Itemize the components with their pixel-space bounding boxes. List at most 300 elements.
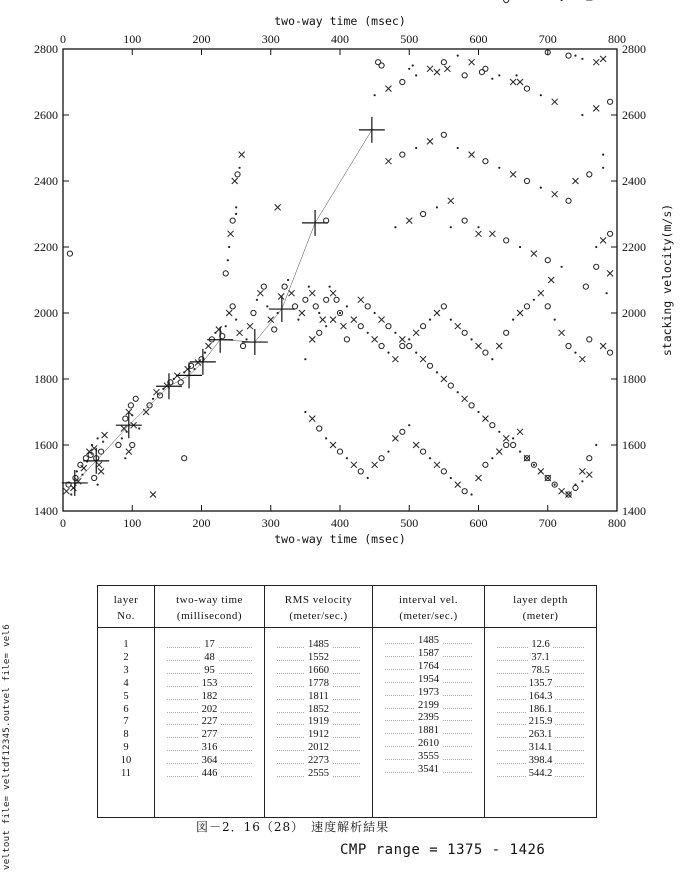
table-cell [155,728,264,741]
x-tick-label-bottom: 700 [538,516,557,530]
scatter-point-cross [330,442,336,448]
right-axis-title: stacking velocity(m/s) [660,203,674,357]
scatter-point-cross [548,277,554,283]
col-layer-no [98,586,154,817]
scatter-point-cross [379,317,385,323]
scatter-point-cross [228,231,234,237]
scatter-point-circle [462,489,467,494]
scatter-point-circle [230,304,235,309]
scatter-point-circle [524,178,529,183]
velocity-picks [62,117,385,496]
x-tick-label-top: 700 [538,32,557,46]
cell-value: 316 [199,742,221,753]
scatter-point-dot [533,464,535,466]
scatter-point-cross [538,290,544,296]
scatter-point-dot [266,305,268,307]
velocity-pick [302,210,328,236]
scatter-point-circle [483,462,488,467]
header-line: layer [113,594,139,606]
scatter-point-dot [512,437,514,439]
scatter-point-dot [450,477,452,479]
cell-value: 153 [199,678,221,689]
scatter-point-cross [98,468,104,474]
table-cell [373,634,484,647]
scatter-point-cross [531,251,537,257]
scatter-point-dot [374,94,376,96]
cell-value: 135.7 [526,678,556,689]
scatter-point-dot [131,414,133,416]
axis-ticks [34,32,646,530]
scatter-point-circle [573,485,578,490]
scatter-point-cross [309,416,315,422]
scatter-point-dot [470,493,472,495]
y-tick-label-left: 1800 [34,372,58,386]
scatter-point-circle [607,350,612,355]
scatter-point-dot [287,279,289,281]
velocity-pick [242,329,268,355]
cell-value: 37.1 [528,652,552,663]
scatter-point-cross [413,330,419,336]
x-tick-label-top: 300 [261,32,280,46]
table-cell [485,651,596,664]
scatter-point-cross [150,492,156,498]
table-cell [98,651,154,664]
velocity-pick [359,117,385,143]
scatter-point-cross [351,462,357,468]
cell-value: 182 [199,691,221,702]
scatter-point-dot [304,411,306,413]
scatter-point-dot [408,338,410,340]
scatter-point-dot [245,338,247,340]
scatter-point-dot [297,319,299,321]
table-cell [98,703,154,716]
scatter-point-cross [239,152,245,158]
table-cell [98,715,154,728]
scatter-point-dot [457,55,459,57]
table-cell [265,677,372,690]
scatter-point-cross [476,343,482,349]
header-line: interval vel. [398,594,459,606]
scatter-point-dot [429,457,431,459]
scatter-points [63,0,613,498]
scatter-point-circle [504,442,509,447]
scatter-point-dot [138,427,140,429]
scatter-point-cross [455,482,461,488]
scatter-point-dot [561,490,563,492]
scatter-point-dot [235,213,237,215]
cell-value: 95 [201,665,218,676]
scatter-point-cross [482,416,488,422]
scatter-point-circle [386,324,391,329]
scatter-point-dot [491,457,493,459]
scatter-point-dot [346,305,348,307]
side-file-info: veltout file= veltdf12345.outvel file= vel6 [2,624,12,870]
table-cell [265,651,372,664]
scatter-point-circle [230,218,235,223]
y-tick-label-right: 2200 [622,240,646,254]
cell-value: 2395 [415,712,442,723]
col-layer-depth [484,586,596,817]
cell-value: 1811 [305,691,332,702]
y-tick-label-right: 2000 [622,306,646,320]
scatter-point-cross [278,294,284,300]
scatter-point-cross [299,310,305,316]
table-cell [373,660,484,673]
cell-value: 1552 [305,652,332,663]
scatter-point-circle [400,429,405,434]
cell-value: 1 [120,639,131,650]
col-interval-vel [372,586,484,817]
scatter-point-circle [566,53,571,58]
scatter-point-cross [289,290,295,296]
scatter-point-cross [86,449,92,455]
scatter-point-dot [470,338,472,340]
scatter-point-cross [496,449,502,455]
header-interval-vel [373,586,484,628]
x-tick-label-top: 800 [608,32,626,46]
scatter-point-circle [566,343,571,348]
cell-value: 1954 [415,674,442,685]
cell-value: 2012 [305,742,332,753]
table-cell [485,677,596,690]
scatter-point-dot [121,437,123,439]
scatter-point-circle [123,416,128,421]
scatter-point-dot [415,147,417,149]
scatter-point-cross [600,343,606,349]
scatter-point-circle [490,423,495,428]
scatter-point-dot [595,246,597,248]
scatter-point-cross [413,442,419,448]
scatter-point-circle [251,310,256,315]
scatter-point-cross [372,462,378,468]
scatter-point-dot [97,437,99,439]
scatter-point-circle [448,383,453,388]
table-cell [485,703,596,716]
scatter-point-dot [102,441,104,443]
scatter-point-circle [324,297,329,302]
scatter-point-dot [561,266,563,268]
scatter-point-circle [462,218,467,223]
scatter-point-dot [415,352,417,354]
scatter-point-cross [462,396,468,402]
scatter-point-circle [379,343,384,348]
y-tick-label-left: 2200 [34,240,58,254]
scatter-point-dot [574,55,576,57]
cell-value: 1912 [305,729,332,740]
table-cell [485,754,596,767]
scatter-point-circle [92,475,97,480]
scatter-point-dot [512,319,514,321]
x-tick-label-top: 100 [123,32,142,46]
scatter-point-circle [83,456,88,461]
scatter-point-cross [351,317,357,323]
table-cell [373,647,484,660]
scatter-point-circle [462,330,467,335]
scatter-point-dot [387,451,389,453]
scatter-point-circle [566,198,571,203]
table-cell [373,686,484,699]
y-tick-label-left: 1400 [34,504,58,518]
scatter-point-cross [434,69,440,75]
scatter-point-cross [517,79,523,85]
y-tick-label-left: 1600 [34,438,58,452]
scatter-point-circle [421,449,426,454]
x-tick-label-bottom: 300 [261,516,280,530]
cell-value: 2555 [305,768,332,779]
table-cell [485,728,596,741]
scatter-point-circle [365,304,370,309]
scatter-point-dot [325,325,327,327]
table-cell [373,724,484,737]
scatter-point-cross [579,468,585,474]
scatter-point-dot [498,167,500,169]
scatter-point-cross [275,204,281,210]
scatter-point-dot [574,352,576,354]
table-cell [98,638,154,651]
header-line: No. [117,610,135,622]
scatter-point-dot [367,477,369,479]
table-cell [373,699,484,712]
table-cell [98,754,154,767]
top-axis-title: two-way time (msec) [274,14,406,28]
scatter-point-cross [469,59,475,65]
scatter-point-cross [476,475,482,481]
header-layer-no [98,586,154,628]
table-cell [155,638,264,651]
y-tick-label-right: 2400 [622,174,646,188]
scatter-point-dot [374,312,376,314]
bottom-axis-title: two-way time (msec) [274,532,406,546]
cell-value: 1485 [415,635,442,646]
scatter-point-dot [581,58,583,60]
scatter-point-circle [469,403,474,408]
scatter-point-dot [408,424,410,426]
scatter-point-cross [257,290,263,296]
scatter-point-circle [441,60,446,65]
scatter-point-cross [503,435,509,441]
scatter-point-circle [317,426,322,431]
y-tick-label-right: 2800 [622,42,646,56]
scatter-point-cross [593,105,599,111]
scatter-point-cross [600,56,606,62]
header-line: RMS velocity [284,594,353,606]
cell-value: 314.1 [526,742,556,753]
scatter-point-circle [235,172,240,177]
cell-value: 2199 [415,700,442,711]
x-tick-label-bottom: 200 [192,516,211,530]
header-rms-velocity [265,586,372,628]
scatter-point-dot [97,484,99,486]
scatter-point-circle [504,0,509,3]
scatter-point-circle [379,456,384,461]
scatter-point-dot [304,358,306,360]
scatter-point-cross [586,472,592,478]
cell-value: 17 [201,639,218,650]
cell-value: 6 [120,704,131,715]
x-tick-label-bottom: 0 [60,516,66,530]
cell-value: 7 [120,716,131,727]
scatter-point-cross [517,310,523,316]
scatter-point-cross [600,237,606,243]
table-cell [485,767,596,780]
scatter-point-circle [334,297,339,302]
y-tick-label-left: 2800 [34,42,58,56]
header-line: (meter) [522,610,559,622]
table-cell [155,677,264,690]
scatter-point-dot [238,167,240,169]
scatter-point-cross [496,343,502,349]
scatter-point-circle [504,238,509,243]
scatter-point-circle [504,330,509,335]
scatter-point-dot [339,312,341,314]
y-tick-label-right: 2600 [622,108,646,122]
scatter-point-circle [545,304,550,309]
cell-value: 164.3 [526,691,556,702]
scatter-point-cross [552,99,558,105]
cell-value: 1852 [305,704,332,715]
scatter-point-dot [477,411,479,413]
scatter-point-circle [282,284,287,289]
table-cell [485,715,596,728]
x-tick-label-bottom: 600 [469,516,488,530]
table-cell [265,664,372,677]
cell-value: 3555 [415,751,442,762]
table-cell [373,673,484,686]
scatter-point-circle [441,304,446,309]
scatter-point-cross [330,317,336,323]
cell-value: 10 [118,755,135,766]
scatter-point-dot [367,332,369,334]
x-tick-label-bottom: 400 [331,516,349,530]
scatter-point-circle [344,337,349,342]
table-cell [265,715,372,728]
header-line: (meter/sec.) [289,610,348,622]
scatter-point-cross [185,366,191,372]
scatter-point-dot [491,358,493,360]
table-cell [98,664,154,677]
scatter-point-dot [204,352,206,354]
table-cell [373,737,484,750]
scatter-point-dot [581,114,583,116]
table-cell [155,767,264,780]
scatter-point-dot [533,299,535,301]
scatter-point-cross [358,297,364,303]
scatter-point-circle [545,258,550,263]
table-cell [265,754,372,767]
figure-caption: 図－2．16（28） 速度解析結果 [196,820,390,834]
header-line: two-way time [176,594,243,606]
scatter-point-cross [441,376,447,382]
x-tick-label-top: 600 [469,32,488,46]
cell-value: 2 [120,652,131,663]
scatter-point-dot [540,187,542,189]
scatter-point-circle [128,403,133,408]
scatter-point-dot [457,147,459,149]
scatter-point-dot [498,74,500,76]
cell-value: 1881 [415,725,442,736]
scatter-point-dot [519,246,521,248]
scatter-point-cross [237,330,243,336]
scatter-point-cross [226,310,232,316]
scatter-point-circle [511,442,516,447]
col-two-way-time [154,586,264,817]
scatter-point-circle [313,304,318,309]
cmp-range: CMP range = 1375 - 1426 [340,842,546,858]
scatter-point-circle [223,271,228,276]
scatter-point-dot [308,286,310,288]
scatter-point-cross [126,449,132,455]
table-cell [98,741,154,754]
scatter-point-circle [240,343,245,348]
cell-value: 5 [120,691,131,702]
cell-value: 1660 [305,665,332,676]
table-cell [155,690,264,703]
scatter-point-cross [593,59,599,65]
scatter-point-cross [385,86,391,92]
scatter-point-cross [434,462,440,468]
scatter-point-circle [116,442,121,447]
table-cell [265,741,372,754]
cell-value: 9 [120,742,131,753]
header-two-way-time [155,586,264,628]
scatter-point-dot [394,332,396,334]
cell-value: 1973 [415,687,442,698]
table-cell [155,741,264,754]
scatter-point-circle [261,284,266,289]
scatter-point-dot [436,371,438,373]
col-rms-velocity [264,586,372,817]
scatter-point-cross [448,198,454,204]
scatter-point-cross [153,389,159,395]
scatter-point-dot [450,226,452,228]
scatter-point-circle [303,297,308,302]
scatter-point-circle [421,211,426,216]
table-cell [265,728,372,741]
scatter-point-cross [455,323,461,329]
scatter-point-circle [524,86,529,91]
scatter-point-dot [477,226,479,228]
scatter-point-cross [385,158,391,164]
scatter-point-dot [408,68,410,70]
scatter-point-dot [415,74,417,76]
scatter-point-dot [519,451,521,453]
cell-value: 4 [120,678,131,689]
cell-value: 48 [201,652,218,663]
table-cell [155,715,264,728]
scatter-point-cross [427,66,433,72]
scatter-point-circle [427,363,432,368]
scatter-point-dot [346,457,348,459]
scatter-point-circle [483,350,488,355]
scatter-point-dot [70,493,72,495]
scatter-point-dot [457,391,459,393]
cell-value: 3541 [415,764,442,775]
cell-value: 215.9 [526,716,556,727]
scatter-point-dot [515,74,517,76]
table-cell [373,711,484,724]
scatter-point-cross [70,485,76,491]
cell-value: 3 [120,665,131,676]
scatter-point-cross [510,171,516,177]
scatter-point-cross [143,409,149,415]
scatter-point-dot [225,325,227,327]
scatter-point-circle [337,449,342,454]
cell-value: 202 [199,704,221,715]
scatter-point-circle [182,456,187,461]
scatter-point-dot [429,319,431,321]
scatter-point-circle [407,343,412,348]
scatter-point-circle [358,469,363,474]
